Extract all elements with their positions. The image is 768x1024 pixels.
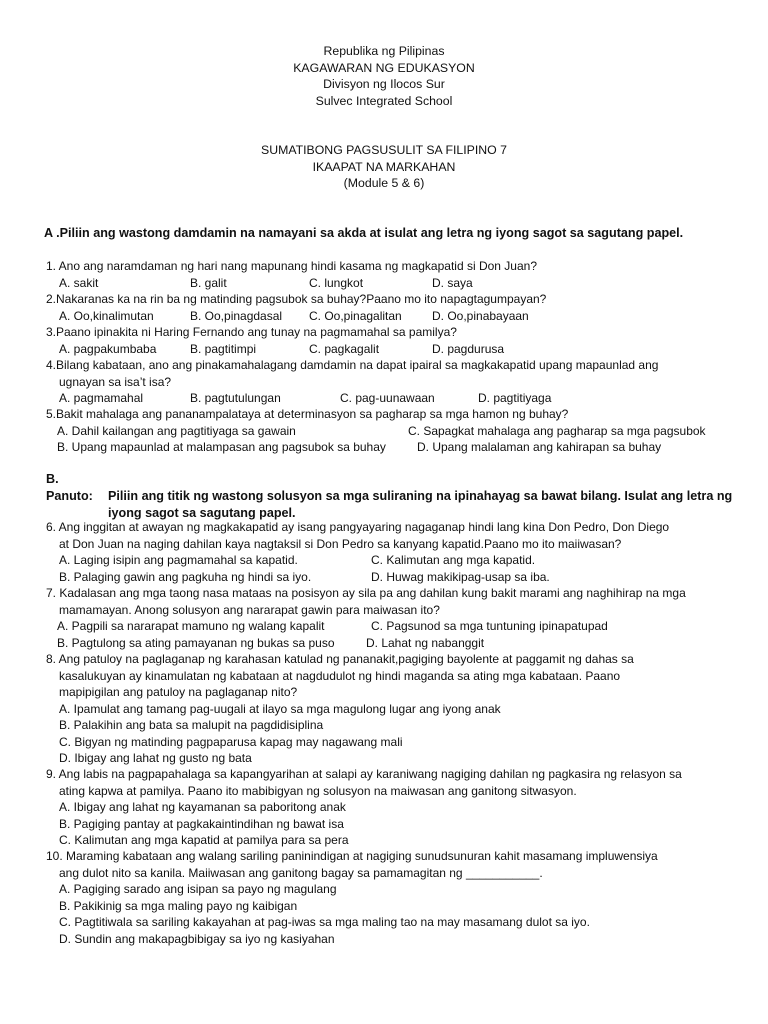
choice-a: A. pagpakumbaba xyxy=(59,341,157,356)
choices-row-1 xyxy=(46,552,736,569)
question-stem-line-1: 4.Bilang kabataan, ano ang pinakamahalagang damdamin na dapat ipairal sa magkakapatid upang mapaunlad ang xyxy=(46,358,659,372)
section-b-label: B. Panuto: xyxy=(46,472,93,503)
choice-a: A. Dahil kailangan ang pagtitiyaga sa gawain xyxy=(57,423,296,438)
question-stem-line-1: 9. Ang labis na pagpapahalaga sa kapangyarihan at salapi ay karaniwang nagiging dahilan ng pagkasira ng relasyon sa xyxy=(46,767,682,781)
choice-a: A. Pagpili sa nararapat mamuno ng walang kapalit xyxy=(57,619,325,633)
exam-title-block xyxy=(0,142,768,192)
exam-modules: (Module 5 & 6) xyxy=(343,176,425,190)
choice-d: D. saya xyxy=(432,275,473,290)
question-10 xyxy=(46,848,736,947)
header-line-school: Sulvec Integrated School xyxy=(315,93,453,108)
header-line-division: Divisyon ng Ilocos Sur xyxy=(323,77,445,91)
choice-a: A. Pagiging sarado ang isipan sa payo ng magulang xyxy=(59,882,337,896)
question-stem: 2.Nakaranas ka na rin ba ng matinding pagsubok sa buhay?Paano mo ito napagtagumpayan? xyxy=(46,292,547,306)
choice-a: A. Ibigay ang lahat ng kayamanan sa paboritong anak xyxy=(59,800,346,814)
question-stem-line-1: 6. Ang inggitan at awayan ng magkakapatid ay isang pangyayaring nagaganap hindi lang kina Don Pedro, Don Diego xyxy=(46,520,670,534)
choice-b: B. Pagtulong sa ating pamayanan ng bukas sa puso xyxy=(57,635,335,650)
choice-d: D. Huwag makikipag-usap sa iba. xyxy=(371,569,550,584)
choice-b: B. Oo,pinagdasal xyxy=(190,308,283,323)
choices-row xyxy=(46,275,736,292)
choice-a: A. pagmamahal xyxy=(59,391,144,405)
choice-b: B. Palakihin ang bata sa malupit na pagdidisiplina xyxy=(59,718,324,732)
school-header xyxy=(0,43,768,109)
question-7 xyxy=(46,585,736,651)
choice-c: C. pag-uunawaan xyxy=(340,391,435,405)
choice-c: C. Pagtitiwala sa sariling kakayahan at pag-iwas sa mga maling tao na may masamang dulot sa iyo. xyxy=(59,915,590,929)
choices-row xyxy=(46,390,736,407)
choices-row xyxy=(46,341,736,358)
choice-c: C. Sapagkat mahalaga ang pagharap sa mga pagsubok xyxy=(408,423,706,438)
choices-row-1 xyxy=(46,618,736,635)
choice-b: B. pagtitimpi xyxy=(190,341,257,356)
choice-b: B. pagtutulungan xyxy=(190,391,281,405)
question-stem: 1. Ano ang naramdaman ng hari nang mapunang hindi kasama ng magkapatid si Don Juan? xyxy=(46,259,537,273)
question-2 xyxy=(46,291,736,324)
question-stem-line-1: 8. Ang patuloy na paglaganap ng karahasan katulad ng pananakit,pagiging bayolente at paggamit ng dahas sa xyxy=(46,652,634,666)
exam-quarter: IKAAPAT NA MARKAHAN xyxy=(312,159,456,174)
section-a-instruction: A .Piliin ang wastong damdamin na namayani sa akda at isulat ang letra ng iyong sagot sa sagutang papel. xyxy=(44,226,684,240)
choice-c: C. Oo,pinagalitan xyxy=(309,308,402,323)
choice-c: C. Pagsunod sa mga tuntuning ipinapatupad xyxy=(371,619,608,633)
question-stem: 3.Paano ipinakita ni Haring Fernando ang tunay na pagmamahal sa pamilya? xyxy=(46,325,457,339)
choice-a: A. Oo,kinalimutan xyxy=(59,308,154,323)
question-stem-line-2: ang dulot nito sa kanila. Maiiwasan ang ganitong bagay sa pamamagitan ng ___________. xyxy=(59,865,543,880)
choice-c: C. lungkot xyxy=(309,275,364,290)
choice-c: C. Bigyan ng matinding pagpaparusa kapag may nagawang mali xyxy=(59,734,403,749)
choices-row xyxy=(46,308,736,325)
header-line-republic: Republika ng Pilipinas xyxy=(323,44,445,58)
choice-d: D. Oo,pinabayaan xyxy=(432,308,529,323)
choices-row-2 xyxy=(46,569,736,586)
choice-b: B. Upang mapaunlad at malampasan ang pagsubok sa buhay xyxy=(57,440,386,454)
question-3 xyxy=(46,324,736,357)
question-stem-line-2: kasalukuyan ay kinamulatan ng kabataan at nagdudulot ng hindi maganda sa ating mga kabataan. Paano xyxy=(59,668,621,683)
question-4 xyxy=(46,357,736,407)
choice-b: B. Pakikinig sa mga maling payo ng kaibigan xyxy=(59,898,298,913)
choice-d: D. Ibigay ang lahat ng gusto ng bata xyxy=(59,751,252,765)
question-stem-line-3: mapipigilan ang patuloy na paglaganap nito? xyxy=(59,685,298,699)
question-6 xyxy=(46,519,736,585)
question-5 xyxy=(46,406,736,456)
question-stem-line-2: at Don Juan na naging dahilan kaya nagtaksil si Don Pedro sa kanyang kapatid.Paano mo ito maiiwasan? xyxy=(59,536,622,551)
question-stem: 5.Bakit mahalaga ang pananampalataya at determinasyon sa pagharap sa mga hamon ng buhay? xyxy=(46,407,569,421)
choice-d: D. pagtitiyaga xyxy=(478,391,552,405)
choice-a: A. sakit xyxy=(59,275,99,290)
choices-row-1 xyxy=(46,423,736,440)
choice-b: B. Palaging gawin ang pagkuha ng hindi sa iyo. xyxy=(59,569,312,584)
choice-a: A. Laging isipin ang pagmamahal sa kapatid. xyxy=(59,553,298,567)
header-line-department: KAGAWARAN NG EDUKASYON xyxy=(293,60,475,75)
question-stem-line-2: ugnayan sa isa’t isa? xyxy=(59,374,172,389)
choices-row-2 xyxy=(46,439,736,456)
choice-c: C. pagkagalit xyxy=(309,341,380,356)
choice-d: D. Lahat ng nabanggit xyxy=(366,635,485,650)
section-b-instruction xyxy=(46,471,736,522)
question-8 xyxy=(46,651,736,767)
choice-d: D. Upang malalaman ang kahirapan sa buhay xyxy=(417,440,662,454)
question-stem-line-1: 10. Maraming kabataan ang walang sariling paninindigan at nagiging sunudsunuran kahit masamang impluwensiya xyxy=(46,849,658,863)
choices-row-2 xyxy=(46,635,736,652)
question-stem-line-2: ating kapwa at pamilya. Paano ito mabibigyan ng solusyon na maiwasan ang ganitong sitwasyon. xyxy=(59,783,577,798)
choice-c: C. Kalimutan ang mga kapatid at pamilya para sa pera xyxy=(59,833,349,847)
choice-d: D. pagdurusa xyxy=(432,341,505,356)
section-b-text-line-2: iyong sagot sa sagutang papel. xyxy=(108,506,296,520)
question-9 xyxy=(46,766,736,849)
section-b-text-line-1: Piliin ang titik ng wastong solusyon sa mga suliraning na ipinahayag sa bawat bilang. Isulat ang letra ng xyxy=(108,489,733,503)
choice-c: C. Kalimutan ang mga kapatid. xyxy=(371,553,536,567)
choice-a: A. Ipamulat ang tamang pag-uugali at ilayo sa mga magulong lugar ang iyong anak xyxy=(59,701,501,716)
choice-b: B. Pagiging pantay at pagkakaintindihan ng bawat isa xyxy=(59,816,344,831)
choice-d: D. Sundin ang makapagbibigay sa iyo ng kasiyahan xyxy=(59,931,335,946)
question-stem-line-2: mamamayan. Anong solusyon ang nararapat gawin para maiwasan ito? xyxy=(59,602,440,617)
question-1 xyxy=(46,258,736,291)
exam-title: SUMATIBONG PAGSUSULIT SA FILIPINO 7 xyxy=(261,143,507,157)
choice-b: B. galit xyxy=(190,275,227,290)
question-stem-line-1: 7. Kadalasan ang mga taong nasa mataas na posisyon ay sila pa ang dahilan kung bakit marami ang naghihirap na mga xyxy=(46,586,686,600)
